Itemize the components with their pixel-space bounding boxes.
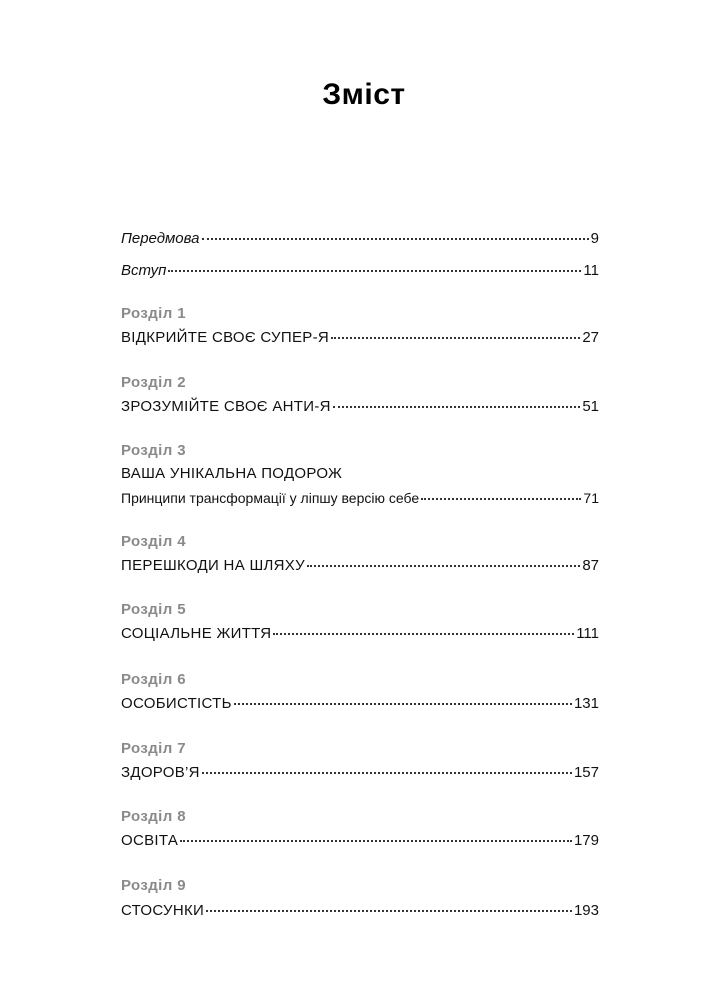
toc-entry-introduction[interactable] <box>121 261 599 280</box>
chapter-label: Розділ 8 <box>121 808 186 825</box>
toc-page-number: 131 <box>573 695 599 712</box>
chapter-label: Розділ 2 <box>121 374 186 391</box>
toc-entry-chapter-5[interactable] <box>121 624 599 643</box>
dot-leader <box>273 621 574 635</box>
toc-entry-label: Вступ <box>121 262 167 279</box>
page-title: Зміст <box>322 78 406 111</box>
dot-leader <box>180 828 572 842</box>
toc-entry-label: ЗДОРОВ’Я <box>121 764 200 781</box>
toc-page-number: 179 <box>573 832 599 849</box>
dot-leader <box>307 553 580 567</box>
toc-entry-label: ОСВІТА <box>121 832 179 849</box>
toc-page-number: 51 <box>582 398 599 415</box>
chapter-label: Розділ 6 <box>121 671 186 688</box>
toc-entry-label: ЗРОЗУМІЙТЕ СВОЄ АНТИ-Я <box>121 398 331 415</box>
chapter-label: Розділ 7 <box>121 740 186 757</box>
toc-entry-chapter-6[interactable] <box>121 694 599 713</box>
toc-entry-subtitle: Принципи трансформації у ліпшу версію себе <box>121 490 420 506</box>
toc-page-number: 71 <box>583 490 599 506</box>
chapter-label: Розділ 9 <box>121 877 186 894</box>
toc-entry-preface[interactable] <box>121 229 599 248</box>
toc-entry-label: ВАША УНІКАЛЬНА ПОДОРОЖ <box>121 465 343 482</box>
dot-leader <box>234 691 572 705</box>
toc-page-number: 87 <box>582 557 599 574</box>
toc-entry-chapter-3[interactable] <box>121 489 599 507</box>
chapter-label: Розділ 5 <box>121 601 186 618</box>
toc-entry-chapter-8[interactable] <box>121 831 599 850</box>
toc-entry-label: Передмова <box>121 230 200 247</box>
toc-page-number: 9 <box>590 230 599 247</box>
toc-page-number: 157 <box>573 764 599 781</box>
chapter-label: Розділ 3 <box>121 442 186 459</box>
toc-page-number: 27 <box>582 329 599 346</box>
toc-entry-label: СТОСУНКИ <box>121 902 205 919</box>
dot-leader <box>202 760 572 774</box>
dot-leader <box>202 226 589 240</box>
dot-leader <box>206 898 572 912</box>
chapter-label: Розділ 1 <box>121 305 186 322</box>
toc-entry-chapter-7[interactable] <box>121 763 599 782</box>
toc-entry-label: СОЦІАЛЬНЕ ЖИТТЯ <box>121 625 272 642</box>
dot-leader <box>331 325 580 339</box>
dot-leader <box>421 486 581 500</box>
toc-entry-chapter-1[interactable] <box>121 328 599 347</box>
toc-page-number: 111 <box>576 625 599 642</box>
toc-page-number: 193 <box>573 902 599 919</box>
toc-entry-chapter-4[interactable] <box>121 556 599 575</box>
dot-leader <box>333 394 581 408</box>
toc-entry-label: ОСОБИСТІСТЬ <box>121 695 232 712</box>
toc-entry-chapter-3-title[interactable] <box>121 465 599 483</box>
toc-entry-label: ВІДКРИЙТЕ СВОЄ СУПЕР-Я <box>121 329 330 346</box>
chapter-label: Розділ 4 <box>121 533 186 550</box>
toc-entry-label: ПЕРЕШКОДИ НА ШЛЯХУ <box>121 557 305 574</box>
toc-entry-chapter-2[interactable] <box>121 397 599 416</box>
toc-entry-chapter-9[interactable] <box>121 901 599 920</box>
dot-leader <box>168 258 581 272</box>
toc-page-number: 11 <box>583 262 599 279</box>
